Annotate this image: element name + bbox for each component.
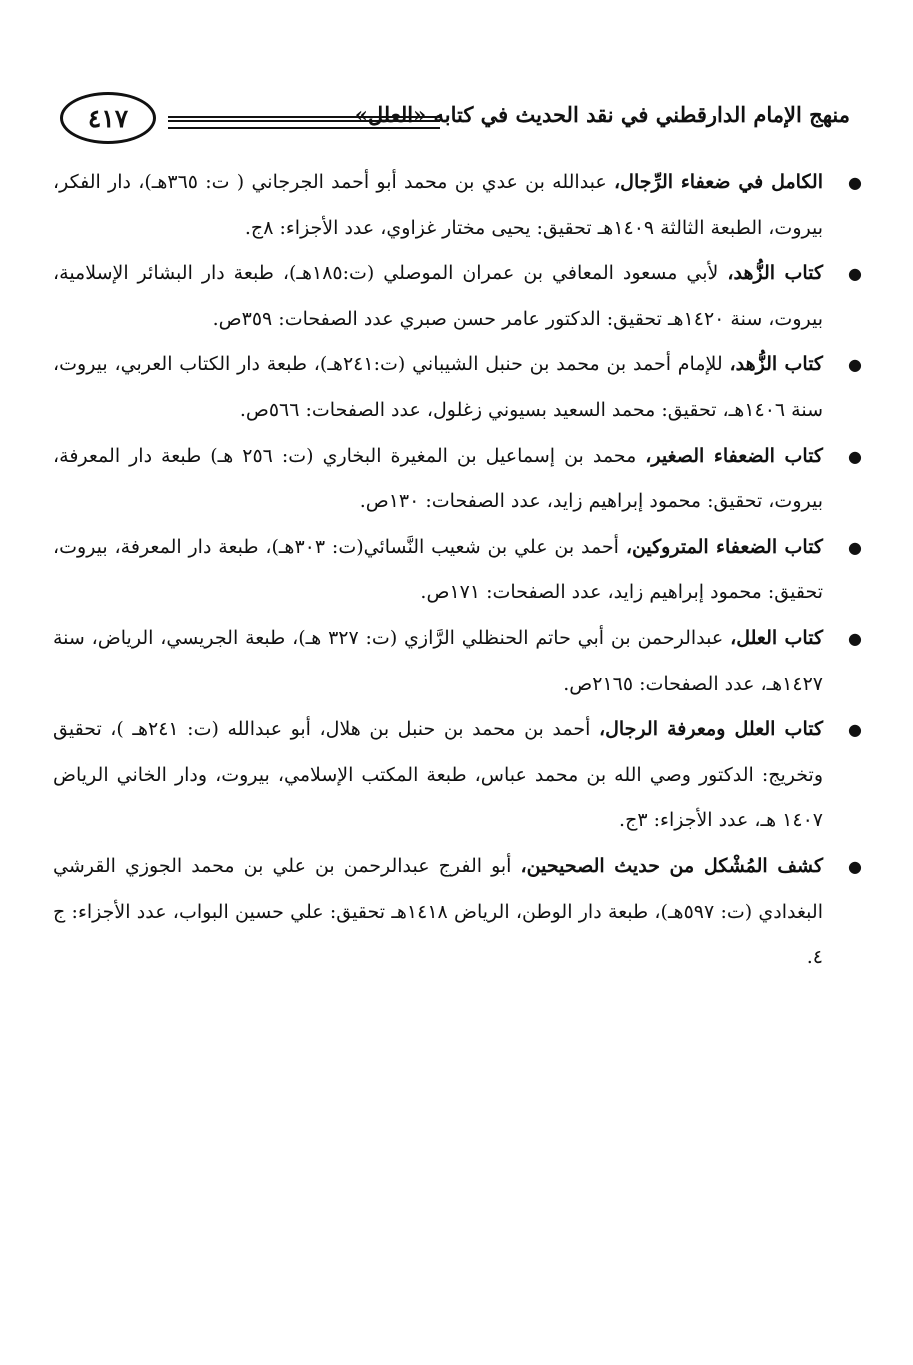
reference-details: للإمام أحمد بن محمد بن حنبل الشيباني (ت:٢٤١هـ)، طبعة دار الكتاب العربي، بيروت، سنة ١٤٠٦هـ، تحقيق: محمد السعيد بسيوني زغلول، عدد الصفحات: ٥٦٦ص. xyxy=(53,353,823,421)
reference-item xyxy=(53,707,862,844)
reference-title: كتاب الضعفاء المتروكين، xyxy=(625,535,823,558)
book-title: منهج الإمام الدارقطني في نقد الحديث في كتابه «العلل» xyxy=(354,102,850,127)
header-rule xyxy=(168,116,440,129)
reference-item xyxy=(53,525,862,616)
reference-title: الكامل في ضعفاء الرِّجال، xyxy=(614,171,823,193)
reference-title: كتاب العلل ومعرفة الرجال، xyxy=(598,718,824,741)
bullet-icon: ● xyxy=(848,628,862,648)
running-header xyxy=(60,92,850,152)
reference-title: كتاب العلل، xyxy=(730,626,823,649)
reference-title: كتاب الزُّهد، xyxy=(729,353,823,376)
bullet-icon: ● xyxy=(848,537,862,557)
bullet-icon: ● xyxy=(848,856,862,876)
bullet-icon: ● xyxy=(848,173,862,192)
reference-item xyxy=(53,616,862,707)
bullet-icon: ● xyxy=(848,264,862,284)
reference-item xyxy=(53,160,862,251)
reference-details: لأبي مسعود المعافي بن عمران الموصلي (ت:١٨٥هـ)، طبعة دار البشائر الإسلامية، بيروت، سنة ١٤٢٠هـ تحقيق: الدكتور عامر حسن صبري عدد الصفحات: ٣٥٩ص. xyxy=(53,262,823,330)
reference-list xyxy=(53,160,862,981)
reference-details: أحمد بن علي بن شعيب النَّسائي(ت: ٣٠٣هـ)، طبعة دار المعرفة، بيروت، تحقيق: محمود إبراهيم زايد، عدد الصفحات: ١٧١ص. xyxy=(53,535,823,604)
page-number: ٤١٧ xyxy=(60,92,156,144)
reference-details: أبو الفرج عبدالرحمن بن علي بن محمد الجوزي القرشي البغدادي (ت: ٥٩٧هـ)، طبعة دار الوطن، الرياض ١٤١٨هـ تحقيق: علي حسين البواب، عدد الأجزاء: ج ٤. xyxy=(53,854,823,969)
reference-title: كتاب الضعفاء الصغير، xyxy=(645,444,823,467)
bullet-icon: ● xyxy=(848,355,862,375)
reference-item xyxy=(53,342,862,433)
reference-details: عبدالرحمن بن أبي حاتم الحنظلي الرَّازي (ت: ٣٢٧ هـ)، طبعة الجريسي، الرياض، سنة ١٤٢٧هـ، عدد الصفحات: ٢١٦٥ص. xyxy=(53,626,823,695)
reference-title: كشف المُشْكل من حديث الصحيحين، xyxy=(520,854,823,877)
bullet-icon: ● xyxy=(848,446,862,466)
reference-details: عبدالله بن عدي بن محمد أبو أحمد الجرجاني ( ت: ٣٦٥هـ)، دار الفكر، بيروت، الطبعة الثالثة ١٤٠٩هـ تحقيق: يحيى مختار غزاوي، عدد الأجزاء: ٨ج. xyxy=(53,171,823,239)
bullet-icon: ● xyxy=(848,720,862,740)
reference-details: محمد بن إسماعيل بن المغيرة البخاري (ت: ٢٥٦ هـ) طبعة دار المعرفة، بيروت، تحقيق: محمود إبراهيم زايد، عدد الصفحات: ١٣٠ص. xyxy=(53,444,823,513)
reference-title: كتاب الزُّهد، xyxy=(727,262,824,285)
reference-item xyxy=(53,844,862,981)
reference-details: أحمد بن محمد بن حنبل بن هلال، أبو عبدالله (ت: ٢٤١هـ )، تحقيق وتخريج: الدكتور وصي الله بن محمد عباس، طبعة المكتب الإسلامي، بيروت، ودار الخاني الرياض ١٤٠٧ هـ، عدد الأجزاء: ٣ج. xyxy=(53,718,823,832)
reference-item xyxy=(53,434,862,525)
reference-item xyxy=(53,251,862,342)
